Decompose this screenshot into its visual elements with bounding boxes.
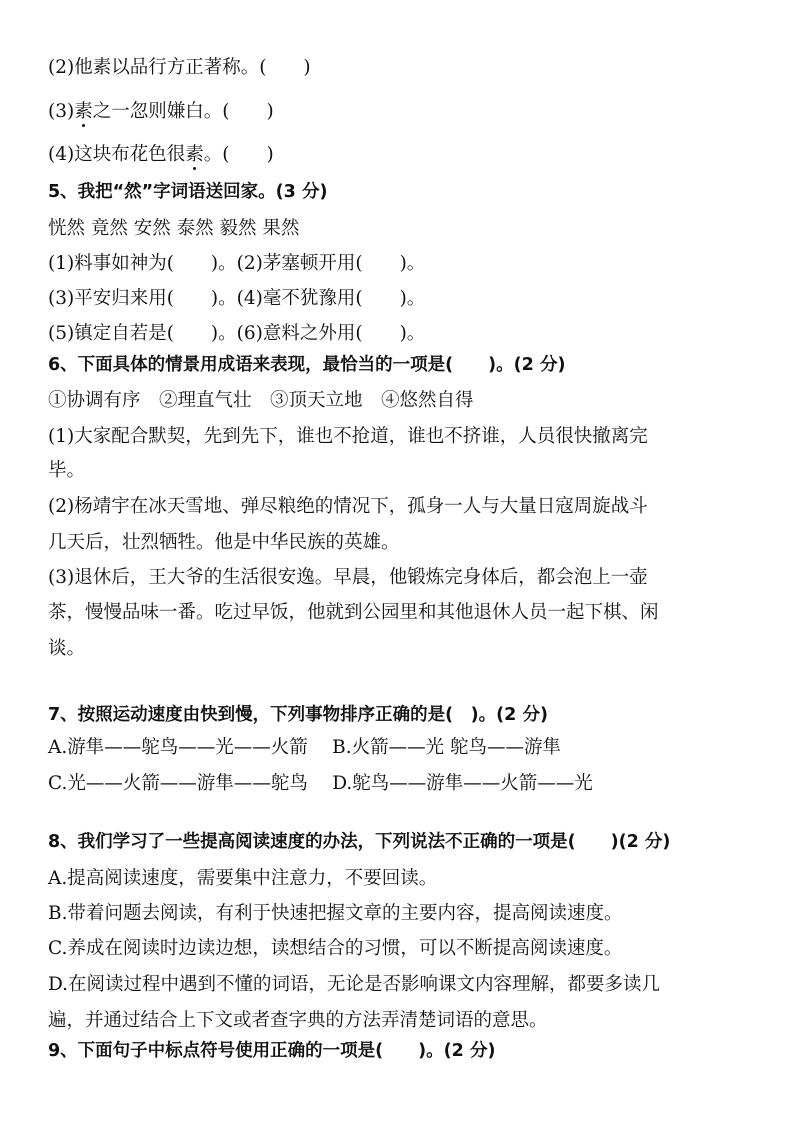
q7-options-cd: C.光——火箭——游隼——鸵鸟 D.鸵鸟——游隼——火箭——光 bbox=[48, 773, 593, 794]
q6-scenario-3-end: 谈。 bbox=[48, 638, 86, 659]
q8-option-c: C.养成在阅读时边读边想，读想结合的习惯，可以不断提高阅读速度。 bbox=[48, 938, 623, 959]
dotted-character: 素 bbox=[185, 144, 204, 165]
question-7-title: 7、按照运动速度由快到慢，下列事物排序正确的是( )。(2 分) bbox=[48, 705, 548, 725]
q4-sentence-2: (2)他素以品行方正著称。( ) bbox=[48, 57, 311, 78]
q4-sentence-3-rest: 之一忽则嫌白。( ) bbox=[92, 101, 274, 122]
q8-option-a: A.提高阅读速度，需要集中注意力，不要回读。 bbox=[48, 868, 438, 889]
q5-row-2: (3)平安归来用( )。(4)毫不犹豫用( )。 bbox=[48, 288, 426, 309]
q8-option-d-cont: 遍，并通过结合上下文或者查字典的方法弄清楚词语的意思。 bbox=[48, 1010, 548, 1031]
question-9-title: 9、下面句子中标点符号使用正确的一项是( )。(2 分) bbox=[48, 1041, 496, 1061]
q6-scenario-1-cont: 毕。 bbox=[48, 460, 86, 481]
q6-scenario-3: (3)退休后，王大爷的生活很安逸。早晨，他锻炼完身体后，都会泡上一壶 bbox=[48, 567, 648, 588]
question-5-title: 5、我把“然”字词语送回家。(3 分) bbox=[48, 182, 328, 202]
q8-option-d: D.在阅读过程中遇到不懂的词语，无论是否影响课文内容理解，都要多读几 bbox=[48, 974, 661, 995]
q6-scenario-2: (2)杨靖宇在冰天雪地、弹尽粮绝的情况下，孤身一人与大量日寇周旋战斗 bbox=[48, 496, 648, 517]
q6-scenario-3-cont: 茶，慢慢品味一番。吃过早饭，他就到公园里和其他退休人员一起下棋、闲 bbox=[48, 602, 659, 623]
q5-word-bank: 恍然 竟然 安然 泰然 毅然 果然 bbox=[48, 218, 300, 239]
q6-scenario-1: (1)大家配合默契，先到先下，谁也不抢道，谁也不挤谁，人员很快撤离完 bbox=[48, 426, 648, 447]
question-8-title: 8、我们学习了一些提高阅读速度的办法，下列说法不正确的一项是( )(2 分) bbox=[48, 832, 671, 852]
q4-sentence-4-rest: 。( ) bbox=[203, 144, 274, 165]
q4-sentence-4-start: (4)这块布花色很 bbox=[48, 144, 186, 165]
q5-row-3: (5)镇定自若是( )。(6)意料之外用( )。 bbox=[48, 323, 426, 344]
q8-option-b: B.带着问题去阅读，有利于快速把握文章的主要内容，提高阅读速度。 bbox=[48, 903, 623, 924]
q6-idioms: ①协调有序 ②理直气壮 ③顶天立地 ④悠然自得 bbox=[48, 390, 474, 411]
dotted-character: 素 bbox=[74, 101, 93, 122]
question-6-title: 6、下面具体的情景用成语来表现，最恰当的一项是( )。(2 分) bbox=[48, 355, 566, 375]
q4-sentence-3-number: (3) bbox=[48, 101, 75, 122]
q5-row-1: (1)料事如神为( )。(2)茅塞顿开用( )。 bbox=[48, 253, 426, 274]
q4-sentence-4 bbox=[48, 146, 274, 165]
q6-scenario-2-cont: 几天后，壮烈牺牲。他是中华民族的英雄。 bbox=[48, 532, 400, 553]
q7-options-ab: A.游隼——鸵鸟——光——火箭 B.火箭——光 鸵鸟——游隼 bbox=[48, 737, 561, 758]
q4-sentence-3 bbox=[48, 103, 274, 122]
